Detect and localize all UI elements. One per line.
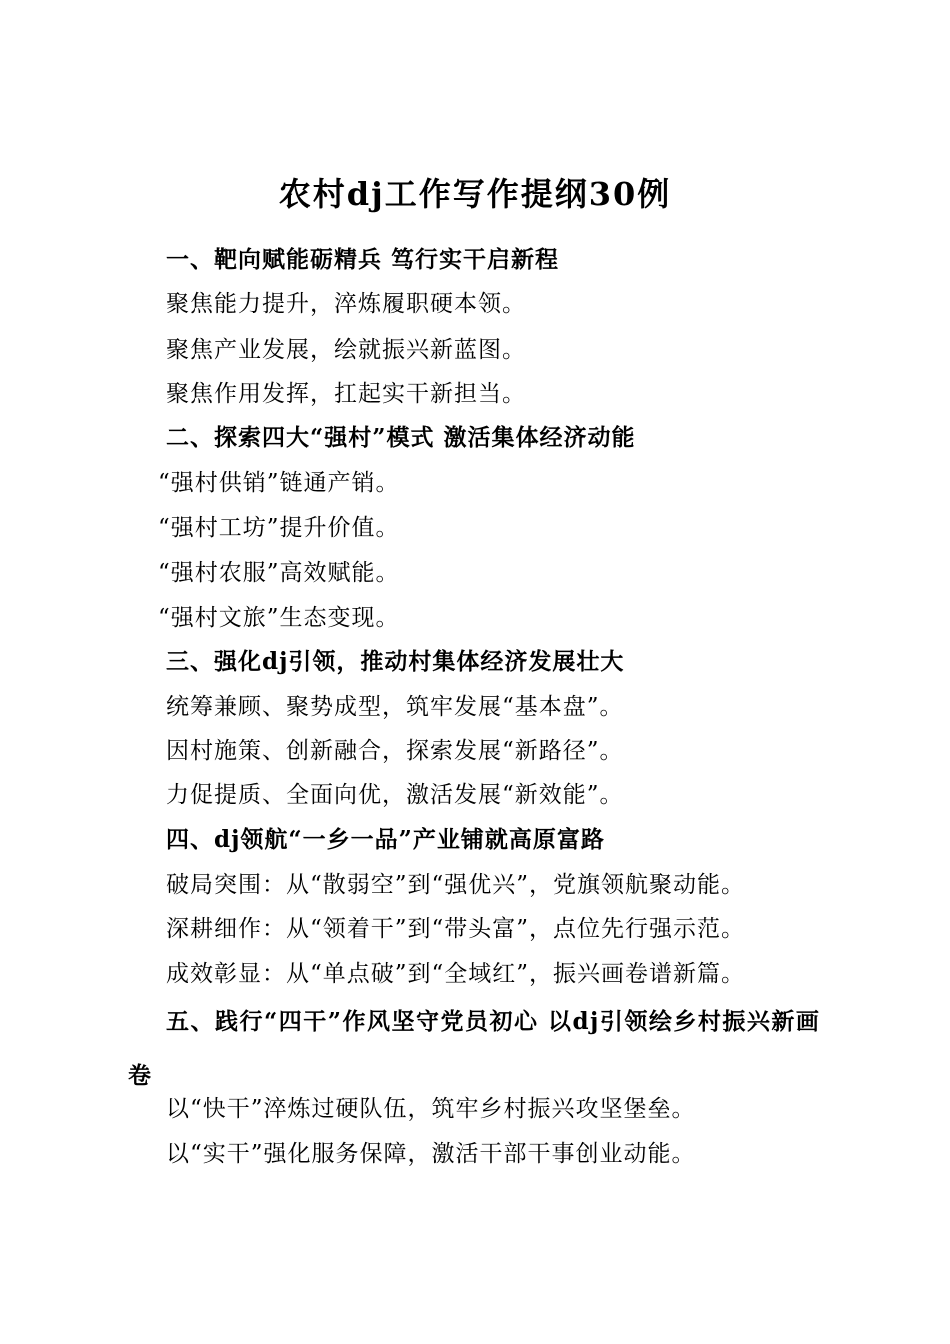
section-3-item-3: 力促提质、全面向优，激活发展“新效能”。 xyxy=(166,782,624,808)
section-2-item-4: “强村文旅”生态变现。 xyxy=(158,605,400,631)
section-2-item-1: “强村供销”链通产销。 xyxy=(158,470,400,496)
section-1-item-1: 聚焦能力提升，淬炼履职硬本领。 xyxy=(166,291,526,317)
section-3-item-1: 统筹兼顾、聚势成型，筑牢发展“基本盘”。 xyxy=(166,694,624,720)
section-4-item-1: 破局突围：从“散弱空”到“强优兴”，党旗领航聚动能。 xyxy=(166,872,746,898)
section-4-item-3: 成效彰显：从“单点破”到“全域红”，振兴画卷谱新篇。 xyxy=(166,961,746,987)
section-2-item-3: “强村农服”高效赋能。 xyxy=(158,560,400,586)
section-2-heading: 二、探索四大“强村”模式 激活集体经济动能 xyxy=(166,424,636,451)
section-5-item-2: 以“实干”强化服务保障，激活干部干事创业动能。 xyxy=(166,1141,696,1167)
section-1-heading: 一、靶向赋能砺精兵 笃行实干启新程 xyxy=(166,246,560,273)
section-5-heading: 五、践行“四干”作风坚守党员初心 以dj引领绘乡村振兴新画卷 xyxy=(128,1008,821,1089)
section-4-heading: 四、dj领航“一乡一品”产业铺就高原富路 xyxy=(166,826,605,853)
section-1-item-3: 聚焦作用发挥，扛起实干新担当。 xyxy=(166,381,526,407)
section-2-item-2: “强村工坊”提升价值。 xyxy=(158,515,400,541)
section-3-heading: 三、强化dj引领，推动村集体经济发展壮大 xyxy=(166,648,625,675)
section-3-item-2: 因村施策、创新融合，探索发展“新路径”。 xyxy=(166,738,624,764)
section-4-item-2: 深耕细作：从“领着干”到“带头富”，点位先行强示范。 xyxy=(166,916,746,942)
section-5-item-1: 以“快干”淬炼过硬队伍，筑牢乡村振兴攻坚堡垒。 xyxy=(166,1096,696,1122)
page-title: 农村dj工作写作提纲30例 xyxy=(278,175,672,213)
section-1-item-2: 聚焦产业发展，绘就振兴新蓝图。 xyxy=(166,337,526,363)
